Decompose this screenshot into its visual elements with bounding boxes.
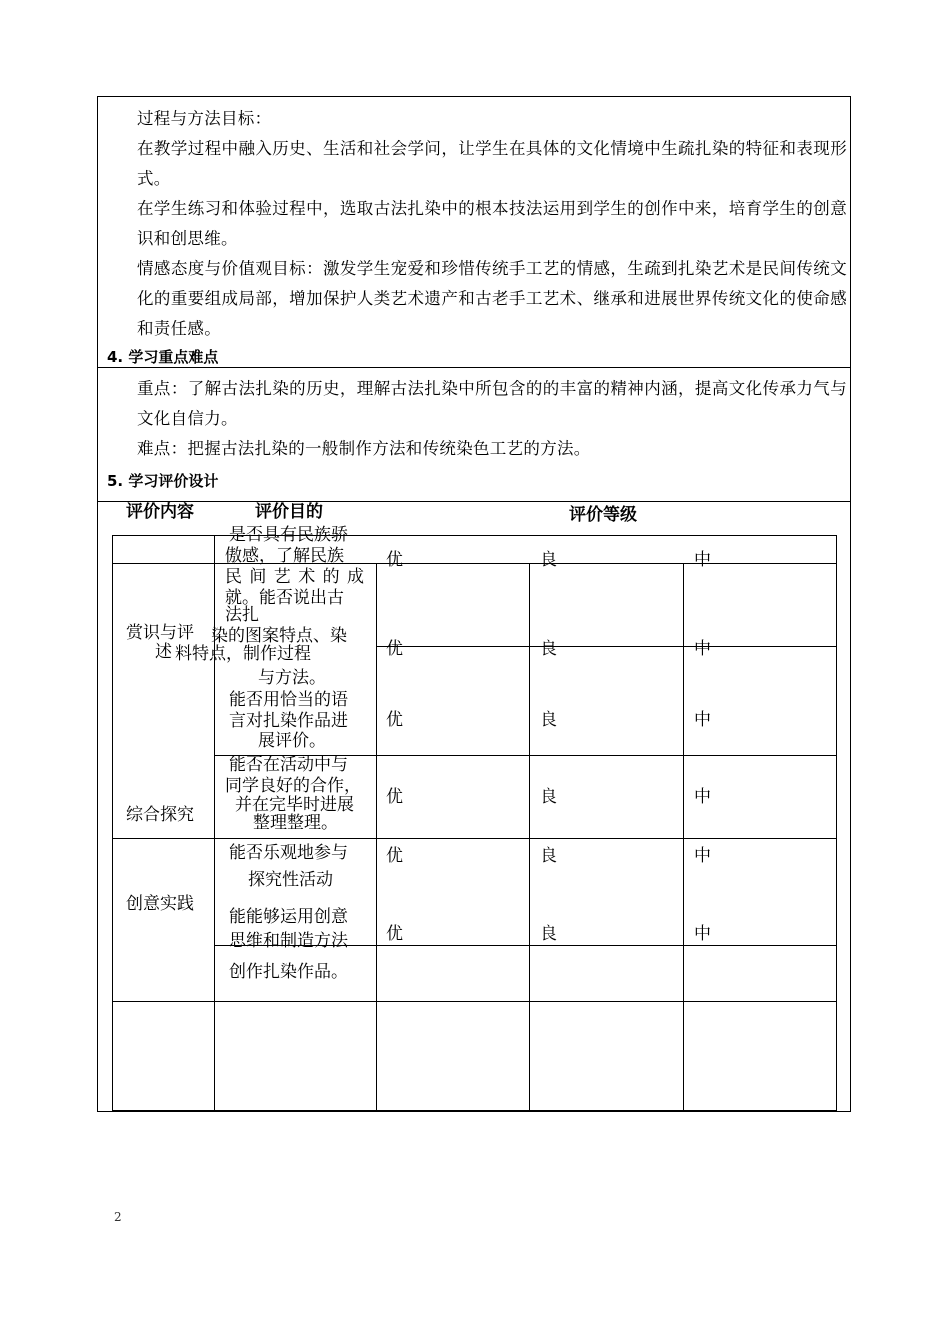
purpose-text: 料特点，制作过程 [175, 644, 311, 664]
grade-medium: 中 [694, 924, 711, 944]
purpose-text: 是否具有民族骄 [229, 525, 348, 545]
purpose-text: 与方法。 [258, 668, 326, 688]
process-goal-paragraph-2: 在学生练习和体验过程中，选取古法扎染中的根本技法运用到学生的创作中来，培育学生的创意识和创思维。 [137, 199, 847, 248]
category-appreciation-2: 述 [155, 642, 172, 662]
purpose-text: 同学良好的合作， [225, 776, 361, 796]
process-goal-title: 过程与方法目标： [137, 109, 272, 128]
purpose-text: 能否在活动中与 [229, 755, 348, 775]
page-number: 2 [114, 1210, 122, 1224]
grade-excellent: 优 [386, 550, 403, 570]
header-evaluation-content: 评价内容 [126, 502, 194, 522]
purpose-text: 能否乐观地参与 [229, 843, 348, 863]
purpose-text: 创作扎染作品。 [229, 962, 348, 982]
purpose-text: 法扎 [225, 605, 259, 625]
grade-excellent: 优 [386, 924, 403, 944]
section-5-heading: 5. 学习评价设计 [107, 472, 219, 490]
grade-excellent: 优 [386, 639, 403, 659]
divider [97, 501, 851, 502]
key-points-paragraph: 重点：了解古法扎染的历史，理解古法扎染中所包含的的丰富的精神内涵，提高文化传承力气与文化自信力。 [137, 379, 847, 428]
difficult-points-paragraph: 难点：把握古法扎染的一般制作方法和传统染色工艺的方法。 [137, 439, 591, 458]
purpose-text: 并在完毕时进展 [235, 795, 354, 815]
emotion-goal-paragraph: 情感态度与价值观目标：激发学生宠爱和珍惜传统手工艺的情感，生疏到扎染艺术是民间传统文化的重要组成局部，增加保护人类艺术遗产和古老手工艺术、继承和进展世界传统文化的使命感和责任感。 [137, 259, 847, 338]
grade-good: 良 [540, 787, 557, 807]
grade-good: 良 [540, 924, 557, 944]
grade-good: 良 [540, 710, 557, 730]
purpose-text: 展评价。 [258, 731, 326, 751]
grade-medium: 中 [694, 550, 711, 570]
grade-medium: 中 [694, 787, 711, 807]
grade-excellent: 优 [386, 710, 403, 730]
grade-good: 良 [540, 846, 557, 866]
purpose-text: 能否用恰当的语 [229, 690, 348, 710]
category-creative: 创意实践 [126, 894, 194, 914]
purpose-text: 染的图案特点、染 [211, 626, 347, 646]
purpose-text: 言对扎染作品进 [229, 711, 348, 731]
process-goal-paragraph-1: 在教学过程中融入历史、生活和社会学问，让学生在具体的文化情境中生疏扎染的特征和表现形式。 [137, 139, 847, 188]
grade-excellent: 优 [386, 787, 403, 807]
purpose-text: 探究性活动 [248, 870, 333, 890]
purpose-text: 能能够运用创意 [229, 907, 348, 927]
category-appreciation: 赏识与评 [126, 623, 194, 643]
grade-medium: 中 [694, 710, 711, 730]
header-evaluation-grade: 评价等级 [569, 505, 637, 525]
grade-excellent: 优 [386, 846, 403, 866]
category-inquiry: 综合探究 [126, 805, 194, 825]
grade-good: 良 [540, 639, 557, 659]
grade-medium: 中 [694, 639, 711, 659]
purpose-text: 整理整理。 [253, 813, 338, 833]
header-evaluation-purpose: 评价目的 [255, 502, 323, 522]
purpose-text: 就。能否说出古 [225, 588, 344, 608]
section-4-heading: 4. 学习重点难点 [107, 348, 219, 366]
purpose-text: 傲感，了解民族 [225, 546, 344, 566]
grade-medium: 中 [694, 846, 711, 866]
divider [97, 367, 851, 368]
purpose-text: 民 间 艺 术 的 成 [225, 567, 366, 587]
grade-good: 良 [540, 550, 557, 570]
purpose-text: 思维和制造方法 [229, 931, 348, 951]
